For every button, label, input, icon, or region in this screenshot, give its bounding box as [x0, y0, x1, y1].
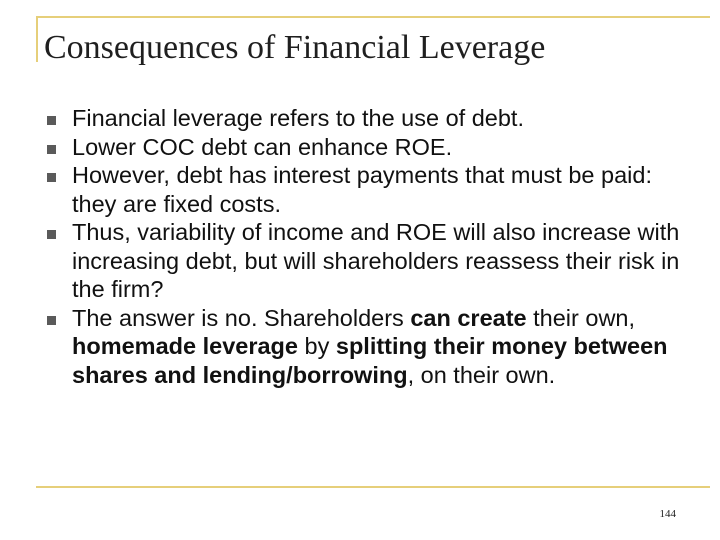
square-bullet-icon	[47, 230, 56, 239]
bullet-list	[44, 104, 684, 389]
bullet-text: , on their own.	[407, 361, 556, 388]
bullet-item	[44, 218, 684, 304]
square-bullet-icon	[47, 173, 56, 182]
bullet-text: by	[297, 333, 336, 359]
footer-rule	[36, 486, 710, 488]
bullet-item	[44, 304, 684, 390]
bullet-text: However, debt has interest payments that must be paid: they are fixed costs.	[72, 162, 652, 217]
page-number: 144	[659, 508, 676, 520]
title-top-rule	[36, 16, 710, 18]
square-bullet-icon	[47, 145, 56, 154]
bullet-item	[44, 104, 684, 133]
bullet-item	[44, 161, 684, 218]
bullet-text: their own,	[526, 304, 636, 331]
square-bullet-icon	[47, 116, 56, 125]
bullet-bold-text: homemade leverage	[72, 333, 298, 359]
bullet-text: Thus, variability of income and ROE will also increase with increasing debt, but will shareholders reassess their risk in the firm?	[72, 219, 680, 302]
bullet-text: Lower COC debt can enhance ROE.	[72, 133, 453, 160]
square-bullet-icon	[47, 316, 56, 325]
bullet-text: Financial leverage refers to the use of debt.	[72, 105, 524, 131]
title-left-rule	[36, 16, 38, 62]
bullet-bold-text: can create	[410, 304, 527, 331]
bullet-text: The answer is no. Shareholders	[72, 304, 411, 331]
bullet-bold-text: splitting their money between shares and lending/borrowing	[72, 333, 668, 388]
bullet-item	[44, 133, 684, 162]
slide-title: Consequences of Financial Leverage	[44, 29, 546, 66]
